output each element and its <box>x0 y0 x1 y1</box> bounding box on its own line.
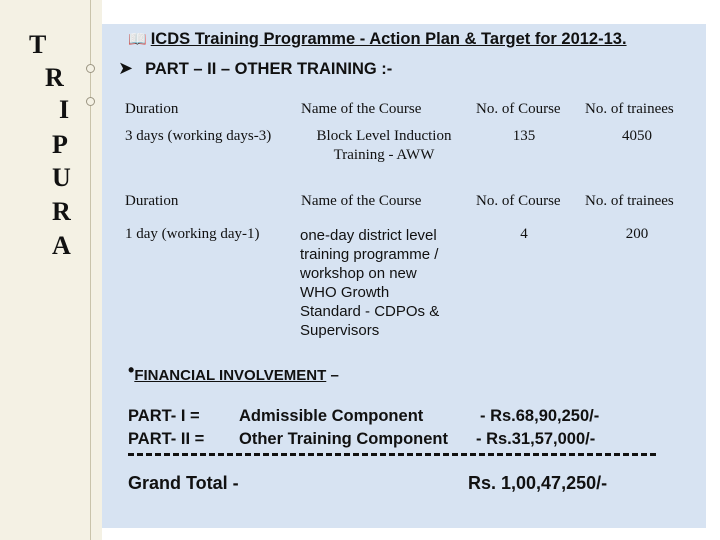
table2-header-duration: Duration <box>125 193 179 209</box>
table2-header-course: Name of the Course <box>301 193 422 209</box>
table2-course-line: Standard - CDPOs & <box>300 303 440 320</box>
left-divider <box>90 0 91 540</box>
table2-course-line: one-day district level <box>300 227 437 244</box>
table2-header-count: No. of Course <box>476 193 561 209</box>
table1-duration: 3 days (working days-3) <box>125 128 272 144</box>
decor-circle <box>86 64 95 73</box>
table2-course-count: 4 <box>520 226 528 242</box>
side-letter: P <box>52 130 68 159</box>
table1-course-count: 135 <box>512 128 536 144</box>
table2-course-line: Supervisors <box>300 322 380 339</box>
grand-total-amount: Rs. 1,00,47,250/- <box>468 473 608 493</box>
side-letter: U <box>52 163 71 192</box>
table2-course-line: WHO Growth <box>300 284 390 301</box>
table1-header-count: No. of Course <box>476 101 561 117</box>
table1-course-line: Block Level Induction <box>316 128 452 144</box>
table2-duration: 1 day (working day-1) <box>125 226 260 242</box>
table2-course-line: workshop on new <box>300 265 417 282</box>
table2-trainee-count: 200 <box>625 226 649 242</box>
side-letter: A <box>52 231 71 260</box>
grand-total-label: Grand Total - <box>128 473 239 493</box>
table1-header-course: Name of the Course <box>301 101 422 117</box>
side-letter: T <box>29 30 47 59</box>
part2-label: PART- II = <box>128 430 205 448</box>
table2-course-line: training programme / <box>300 246 439 263</box>
bullet-dot-icon: • <box>128 360 135 380</box>
part2-description: Other Training Component <box>239 430 448 448</box>
arrow-bullet-icon: ➤ <box>118 58 134 79</box>
part2-amount: - Rs.31,57,000/- <box>476 430 596 448</box>
side-letter: I <box>59 95 70 124</box>
table1-trainee-count: 4050 <box>622 128 652 144</box>
table1-header-trainees: No. of trainees <box>585 101 674 117</box>
side-letter: R <box>45 63 64 92</box>
part1-description: Admissible Component <box>239 407 424 425</box>
book-icon: 📖 <box>128 30 147 48</box>
table1-header-duration: Duration <box>125 101 179 117</box>
table1-course-line: Training - AWW <box>333 147 435 163</box>
side-letter: R <box>52 197 71 226</box>
decor-circle <box>86 97 95 106</box>
slide-title: 📖 ICDS Training Programme - Action Plan & Target for 2012-13. <box>128 30 627 48</box>
separator-line <box>128 453 656 456</box>
part-heading: ➤ PART – II – OTHER TRAINING :- <box>118 58 393 79</box>
financial-heading: •FINANCIAL INVOLVEMENT – <box>128 360 339 384</box>
part1-label: PART- I = <box>128 407 200 425</box>
table2-header-trainees: No. of trainees <box>585 193 674 209</box>
part1-amount: - Rs.68,90,250/- <box>480 407 600 425</box>
